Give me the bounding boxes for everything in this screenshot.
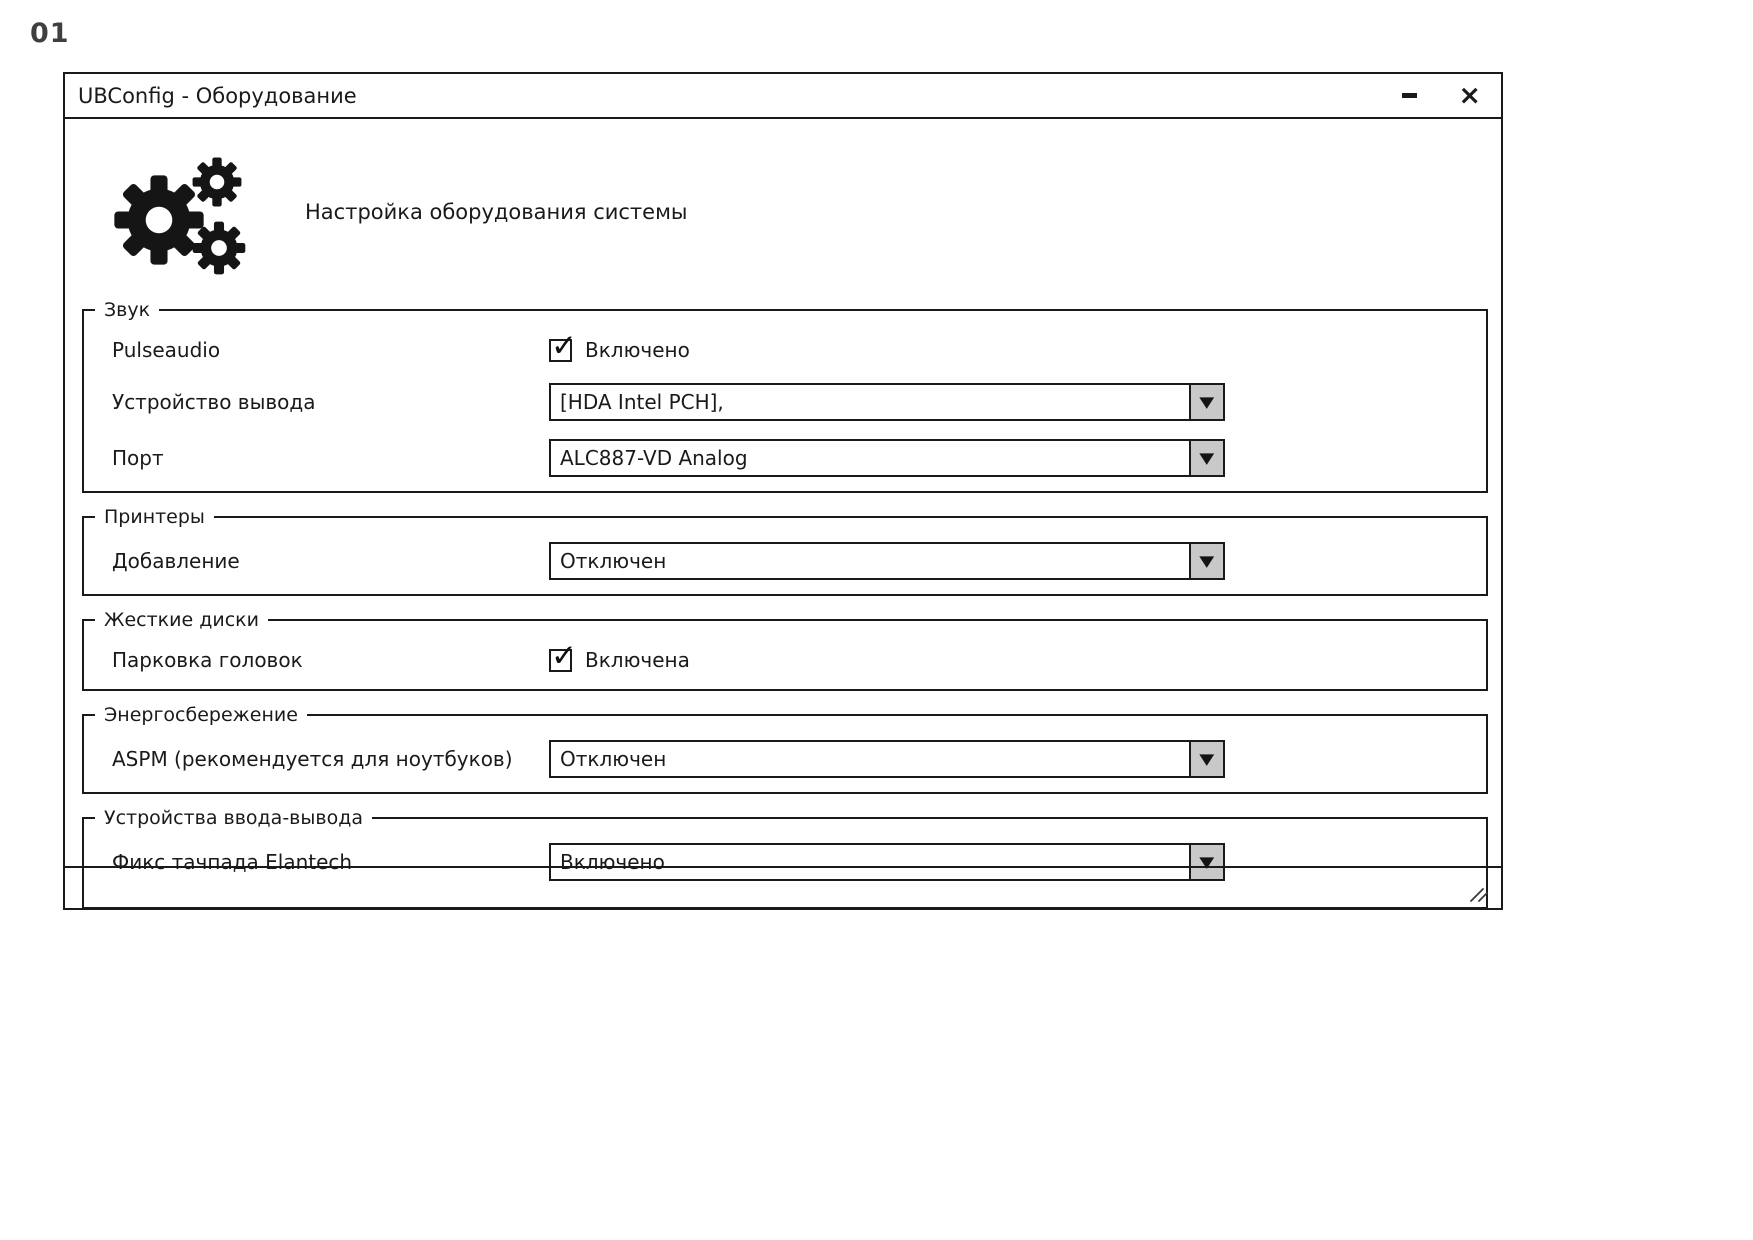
window-controls bbox=[1398, 82, 1481, 109]
resize-grip[interactable] bbox=[1468, 886, 1492, 903]
check-icon: ✓ bbox=[551, 327, 577, 364]
aspm-select[interactable] bbox=[549, 740, 1225, 778]
printer-adding-value: Отключен bbox=[560, 549, 667, 573]
output-device-row bbox=[84, 383, 1474, 421]
elantech-fix-label: Фикс тачпада Elantech bbox=[112, 850, 353, 874]
head-parking-row bbox=[84, 637, 1474, 675]
head-parking-checkbox-wrap bbox=[549, 637, 1474, 675]
group-printers bbox=[82, 506, 1488, 596]
group-printers-legend: Принтеры bbox=[104, 506, 205, 528]
minimize-button[interactable] bbox=[1398, 84, 1420, 108]
aspm-value: Отключен bbox=[560, 747, 667, 771]
pulseaudio-checkbox-wrap bbox=[549, 327, 1474, 365]
output-device-dropdown-button[interactable] bbox=[1189, 385, 1223, 419]
pulseaudio-state: Включено bbox=[585, 338, 690, 362]
ubconfig-window bbox=[63, 72, 1503, 910]
window-titlebar[interactable] bbox=[65, 74, 1501, 119]
group-power-saving-legend: Энергосбережение bbox=[104, 704, 298, 726]
window-subtitle: Настройка оборудования системы bbox=[305, 200, 688, 224]
chevron-down-icon: ▼ bbox=[1199, 853, 1215, 871]
group-io-devices-legend: Устройства ввода-вывода bbox=[104, 807, 363, 829]
chevron-down-icon: ▼ bbox=[1199, 552, 1215, 570]
group-hard-disks bbox=[82, 609, 1488, 691]
chevron-down-icon: ▼ bbox=[1199, 393, 1215, 411]
window-body bbox=[65, 119, 1501, 874]
port-label: Порт bbox=[112, 446, 164, 470]
port-dropdown-button[interactable] bbox=[1189, 441, 1223, 475]
status-bar bbox=[65, 866, 1501, 908]
port-value: ALC887-VD Analog bbox=[560, 446, 748, 470]
output-device-value: [HDA Intel PCH], bbox=[560, 390, 724, 414]
group-sound-legend: Звук bbox=[104, 299, 151, 321]
window-title: UBConfig - Оборудование bbox=[78, 83, 357, 108]
port-row bbox=[84, 439, 1474, 477]
figure-label: 01 bbox=[30, 18, 70, 49]
port-select[interactable] bbox=[549, 439, 1225, 477]
aspm-dropdown-button[interactable] bbox=[1189, 742, 1223, 776]
printer-adding-dropdown-button[interactable] bbox=[1189, 544, 1223, 578]
elantech-fix-value: Включено bbox=[560, 850, 665, 874]
printer-adding-row bbox=[84, 542, 1474, 580]
head-parking-label: Парковка головок bbox=[112, 648, 303, 672]
pulseaudio-label: Pulseaudio bbox=[112, 338, 221, 362]
head-parking-checkbox[interactable] bbox=[549, 637, 577, 674]
output-device-select[interactable] bbox=[549, 383, 1225, 421]
printer-adding-select[interactable] bbox=[549, 542, 1225, 580]
chevron-down-icon: ▼ bbox=[1199, 750, 1215, 768]
printer-adding-label: Добавление bbox=[112, 549, 240, 573]
header-row bbox=[107, 149, 1501, 275]
output-device-label: Устройство вывода bbox=[112, 390, 316, 414]
head-parking-state: Включена bbox=[585, 648, 690, 672]
pulseaudio-row bbox=[84, 327, 1474, 365]
pulseaudio-checkbox[interactable] bbox=[549, 327, 577, 364]
group-sound bbox=[82, 299, 1488, 493]
chevron-down-icon: ▼ bbox=[1199, 449, 1215, 467]
minimize-icon bbox=[1402, 93, 1417, 98]
gears-icon bbox=[107, 149, 249, 275]
check-icon: ✓ bbox=[551, 637, 577, 674]
group-hard-disks-legend: Жесткие диски bbox=[104, 609, 259, 631]
close-button[interactable]: × bbox=[1458, 80, 1481, 111]
group-power-saving bbox=[82, 704, 1488, 794]
aspm-row bbox=[84, 740, 1474, 778]
aspm-label: ASPM (рекомендуется для ноутбуков) bbox=[112, 747, 513, 771]
